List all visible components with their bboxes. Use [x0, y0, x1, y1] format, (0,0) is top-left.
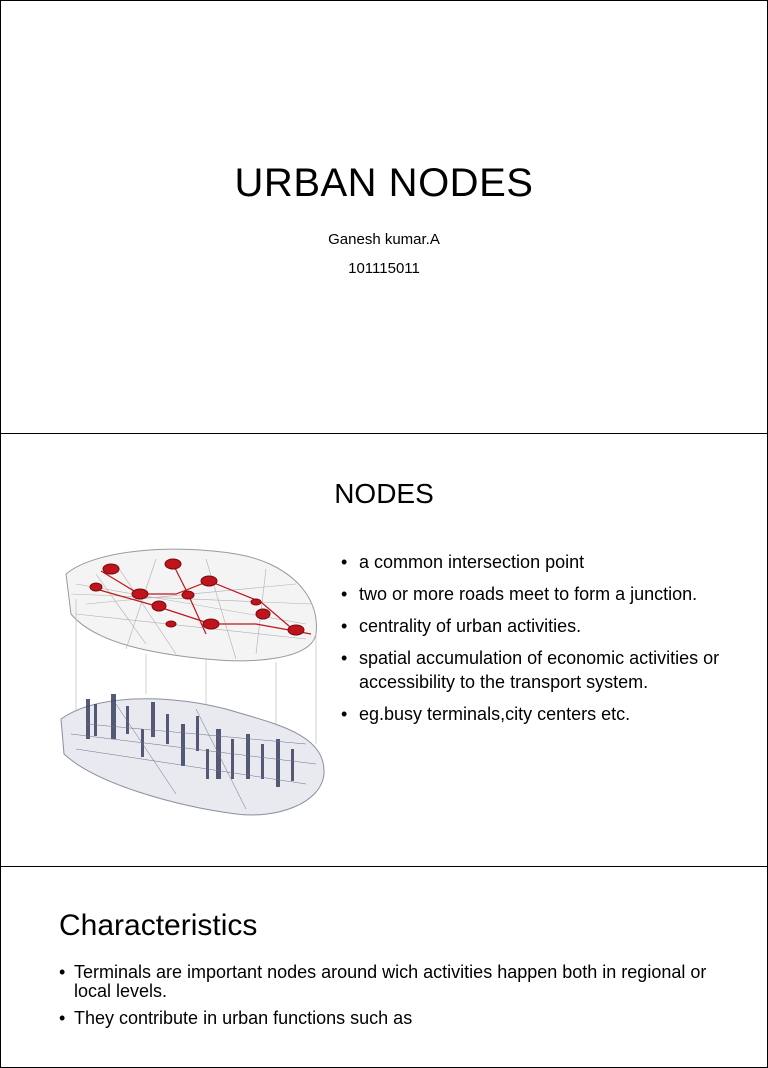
author-name: Ganesh kumar.A — [328, 231, 440, 248]
list-item: • spatial accumulation of economic activities or accessibility to the transport system. — [339, 646, 739, 694]
nodes-bullet-list — [339, 550, 739, 734]
list-item: • two or more roads meet to form a junction. — [339, 582, 739, 606]
list-item: • a common intersection point — [339, 550, 739, 574]
city-model-icon — [61, 694, 324, 815]
slide-characteristics — [0, 866, 768, 1068]
roll-number: 101115011 — [348, 260, 420, 277]
list-item: • centrality of urban activities. — [339, 614, 739, 638]
characteristics-bullet-list — [59, 963, 739, 1036]
presentation-title: URBAN NODES — [234, 161, 534, 205]
road-network-plane-icon — [66, 549, 316, 661]
list-item: • Terminals are important nodes around wich activities happen both in regional or local levels. — [59, 963, 739, 1001]
list-item: • eg.busy terminals,city centers etc. — [339, 702, 739, 726]
list-item: • They contribute in urban functions such as — [59, 1009, 739, 1028]
slide-title-page — [0, 0, 768, 434]
slide-title: NODES — [334, 478, 434, 509]
slide-nodes — [0, 433, 768, 867]
urban-node-network-illustration — [56, 544, 331, 824]
slide-title: Characteristics — [59, 909, 258, 942]
